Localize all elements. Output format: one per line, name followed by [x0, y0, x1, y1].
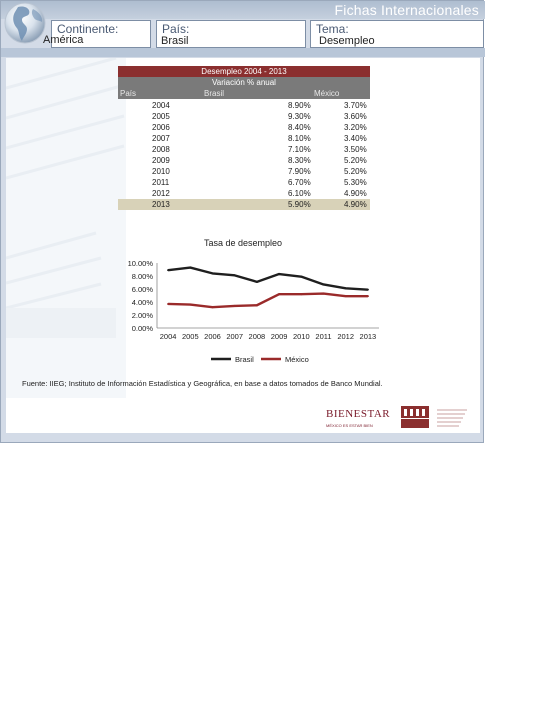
- table-title: Desempleo 2004 - 2013: [118, 66, 370, 77]
- table-row: [118, 100, 370, 111]
- continent-value: América: [43, 34, 84, 46]
- mexico-cell: 3.60%: [344, 112, 367, 121]
- x-tick-label: 2007: [226, 332, 244, 341]
- data-point: [345, 295, 347, 297]
- y-tick-label: 6.00%: [131, 285, 153, 294]
- x-tick-label: 2011: [315, 332, 332, 341]
- year-cell: 2007: [152, 134, 170, 143]
- mexico-cell: 5.20%: [344, 156, 367, 165]
- brasil-cell: 6.10%: [288, 189, 311, 198]
- brasil-cell: 9.30%: [288, 112, 311, 121]
- year-cell: 2012: [152, 189, 170, 198]
- year-cell: 2013: [152, 200, 170, 209]
- y-tick-label: 10.00%: [127, 259, 153, 268]
- year-cell: 2004: [152, 101, 170, 110]
- year-cell: 2005: [152, 112, 170, 121]
- mexico-cell: 4.90%: [344, 200, 367, 209]
- col-mexico-header: México: [314, 89, 340, 98]
- y-tick-label: 8.00%: [131, 272, 153, 281]
- col-pais-header: País: [120, 89, 137, 98]
- data-point: [234, 305, 236, 307]
- x-tick-label: 2004: [159, 332, 177, 341]
- year-cell: 2009: [152, 156, 170, 165]
- x-tick-label: 2012: [337, 332, 355, 341]
- data-point: [345, 287, 347, 289]
- y-tick-label: 0.00%: [131, 324, 153, 333]
- x-tick-label: 2013: [359, 332, 377, 341]
- mexico-cell: 3.70%: [344, 101, 367, 110]
- series-line-0: [168, 268, 368, 290]
- year-cell: 2010: [152, 167, 170, 176]
- table-row: [118, 133, 370, 144]
- mexico-cell: 3.40%: [344, 134, 367, 143]
- bienestar-logo: [322, 406, 391, 432]
- mexico-cell: 5.20%: [344, 167, 367, 176]
- x-tick-label: 2009: [270, 332, 288, 341]
- data-point: [278, 293, 280, 295]
- country-label: País:: [162, 22, 190, 36]
- table-row: [118, 177, 370, 188]
- data-point: [367, 289, 369, 291]
- country-value: Brasil: [161, 35, 189, 47]
- x-tick-label: 2006: [204, 332, 221, 341]
- title-bar: [1, 1, 485, 19]
- col-brasil-header: Brasil: [204, 89, 225, 98]
- data-point: [323, 283, 325, 285]
- year-cell: 2011: [152, 178, 170, 187]
- table-row: [118, 122, 370, 133]
- iieg-logo: [401, 404, 471, 432]
- chart-title: Tasa de desempleo: [203, 238, 283, 248]
- brasil-cell: 8.90%: [288, 101, 311, 110]
- mexico-cell: 3.20%: [344, 123, 367, 132]
- brasil-cell: 8.10%: [288, 134, 311, 143]
- brasil-cell: 6.70%: [288, 178, 311, 187]
- data-point: [256, 304, 258, 306]
- y-tick-label: 2.00%: [131, 311, 153, 320]
- data-point: [256, 281, 258, 283]
- y-tick-label: 4.00%: [131, 298, 153, 307]
- data-point: [278, 273, 280, 275]
- year-cell: 2006: [152, 123, 170, 132]
- brasil-cell: 5.90%: [288, 200, 311, 209]
- brand-title: Fichas Internacionales: [334, 2, 479, 18]
- x-tick-label: 2010: [292, 332, 310, 341]
- data-point: [212, 272, 214, 274]
- data-point: [323, 293, 325, 295]
- header-band: [1, 48, 485, 57]
- brasil-cell: 8.30%: [288, 156, 311, 165]
- bienestar-logo-tagline: MÉXICO ES ESTAR BIEN: [326, 423, 373, 428]
- table-row-highlighted: [118, 199, 370, 210]
- mexico-cell: 5.30%: [344, 178, 367, 187]
- data-point: [167, 303, 169, 305]
- x-tick-label: 2008: [248, 332, 266, 341]
- data-point: [189, 267, 191, 269]
- data-point: [167, 269, 169, 271]
- table-header: [118, 88, 370, 99]
- table-row: [118, 111, 370, 122]
- content-panel: [6, 58, 480, 433]
- topic-field: [310, 20, 484, 48]
- source-note: Fuente: IIEG; Instituto de Información Estadística y Geográfica, en base a datos tomados de Banco Mundial.: [22, 379, 383, 388]
- table-row: [118, 155, 370, 166]
- topic-value: Desempleo: [319, 35, 375, 47]
- table-row: [118, 166, 370, 177]
- continent-label: Continente:: [57, 22, 119, 36]
- table-row: [118, 144, 370, 155]
- line-chart: [6, 253, 480, 368]
- brasil-cell: 8.40%: [288, 123, 311, 132]
- table-row: [118, 188, 370, 199]
- data-point: [300, 293, 302, 295]
- mexico-cell: 3.50%: [344, 145, 367, 154]
- data-point: [367, 295, 369, 297]
- year-cell: 2008: [152, 145, 170, 154]
- continent-value-wrap: [1, 20, 153, 48]
- data-point: [212, 306, 214, 308]
- topic-label: Tema:: [316, 22, 349, 36]
- bienestar-logo-word: BIENESTAR: [326, 408, 391, 420]
- series-line-1: [168, 294, 368, 308]
- table-subtitle: Variación % anual: [118, 77, 370, 88]
- brasil-cell: 7.90%: [288, 167, 311, 176]
- legend-label: México: [285, 355, 309, 364]
- mexico-cell: 4.90%: [344, 189, 367, 198]
- data-point: [300, 276, 302, 278]
- legend-label: Brasil: [235, 355, 254, 364]
- country-field: [156, 20, 306, 48]
- brasil-cell: 7.10%: [288, 145, 311, 154]
- x-tick-label: 2005: [181, 332, 199, 341]
- data-point: [234, 274, 236, 276]
- data-point: [189, 304, 191, 306]
